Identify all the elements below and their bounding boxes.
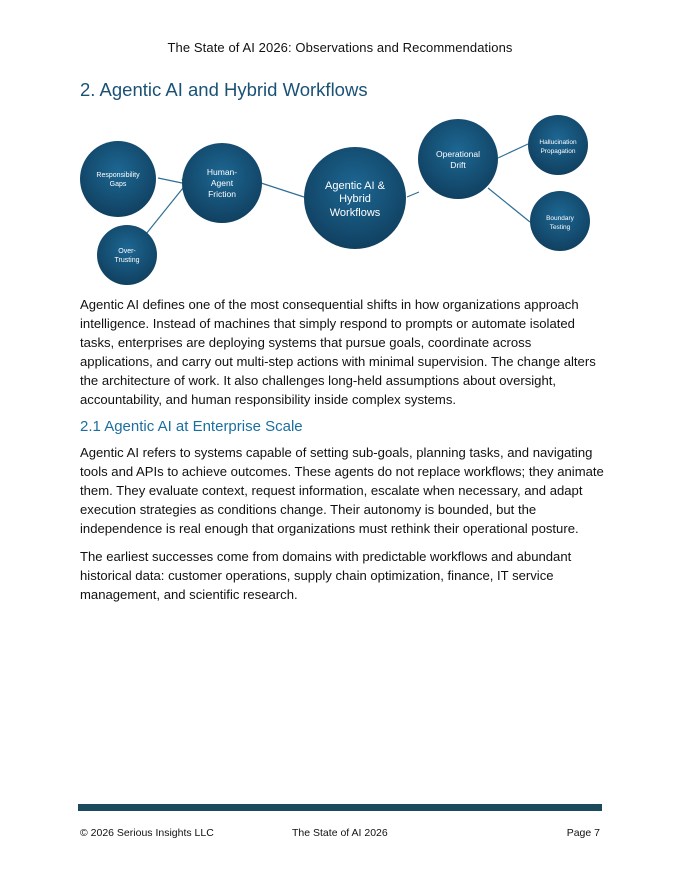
definition-paragraph: Agentic AI refers to systems capable of setting sub-goals, planning tasks, and navigating tools and APIs to achieve outcomes. These agents do not replace workflows; they animate them. They evaluate context, request information, escalate when necessary, and adapt execution strategies as conditions change. Their autonomy is bounded, but the independence is real enough that organizations must rethink their operational posture. — [80, 445, 604, 536]
svg-text:Agentic AI &: Agentic AI & — [325, 180, 385, 192]
node-boundary-testing — [530, 191, 590, 251]
svg-text:Operational: Operational — [436, 149, 480, 159]
running-header: The State of AI 2026: Observations and Recommendations — [167, 40, 513, 55]
subsection-title: 2.1 Agentic AI at Enterprise Scale — [80, 418, 303, 435]
intro-paragraph: Agentic AI defines one of the most consequential shifts in how organizations approach intelligence. Instead of machines that simply respond to prompts or automate isolated tasks, enterprises are deploying systems that pursue goals, coordinate across applications, and carry out multi-step actions with minimal supervision. The change alters the architecture of work. It also challenges long-held assumptions about oversight, accountability, and human responsibility inside complex systems. — [80, 297, 596, 407]
node-hallucination-propagation — [528, 115, 588, 175]
node-human-agent-friction — [182, 143, 262, 223]
svg-text:Gaps: Gaps — [109, 181, 127, 188]
svg-text:Trusting: Trusting — [114, 257, 140, 264]
svg-text:Agent: Agent — [210, 178, 234, 188]
node-over-trusting — [97, 225, 157, 285]
svg-text:Responsibility: Responsibility — [96, 172, 140, 179]
node-operational-drift — [418, 119, 498, 199]
svg-text:Over-: Over- — [118, 248, 136, 255]
footer-document-title: The State of AI 2026 — [292, 827, 388, 839]
svg-text:Hallucination: Hallucination — [539, 139, 577, 146]
footer-rule — [78, 804, 602, 811]
footer-page-number: Page 7 — [566, 827, 600, 839]
node-agentic-ai-hybrid-workflows — [304, 147, 406, 249]
node-responsibility-gaps — [80, 141, 156, 217]
svg-text:Workflows: Workflows — [329, 207, 381, 219]
concept-diagram — [72, 104, 602, 294]
connector-drift-hallucination — [498, 144, 528, 158]
connector-drift-boundary — [488, 188, 530, 222]
concept-diagram-svg — [72, 104, 602, 294]
svg-text:Propagation: Propagation — [540, 148, 576, 155]
connector-friction-center — [261, 183, 304, 197]
svg-text:Human-: Human- — [206, 167, 238, 177]
svg-text:Boundary: Boundary — [546, 215, 574, 222]
connector-center-drift — [407, 192, 419, 197]
svg-text:Drift: Drift — [450, 160, 466, 170]
connector-gaps-friction-line — [158, 178, 182, 183]
section-title: 2. Agentic AI and Hybrid Workflows — [80, 79, 368, 100]
footer-copyright: © 2026 Serious Insights LLC — [80, 827, 214, 839]
svg-text:Friction: Friction — [208, 189, 236, 199]
early-successes-paragraph: The earliest successes come from domains with predictable workflows and abundant historical data: customer operations, supply chain optimization, finance, IT service management, and scientific research. — [80, 549, 572, 602]
svg-text:Testing: Testing — [549, 224, 571, 231]
svg-text:Hybrid: Hybrid — [339, 193, 371, 205]
